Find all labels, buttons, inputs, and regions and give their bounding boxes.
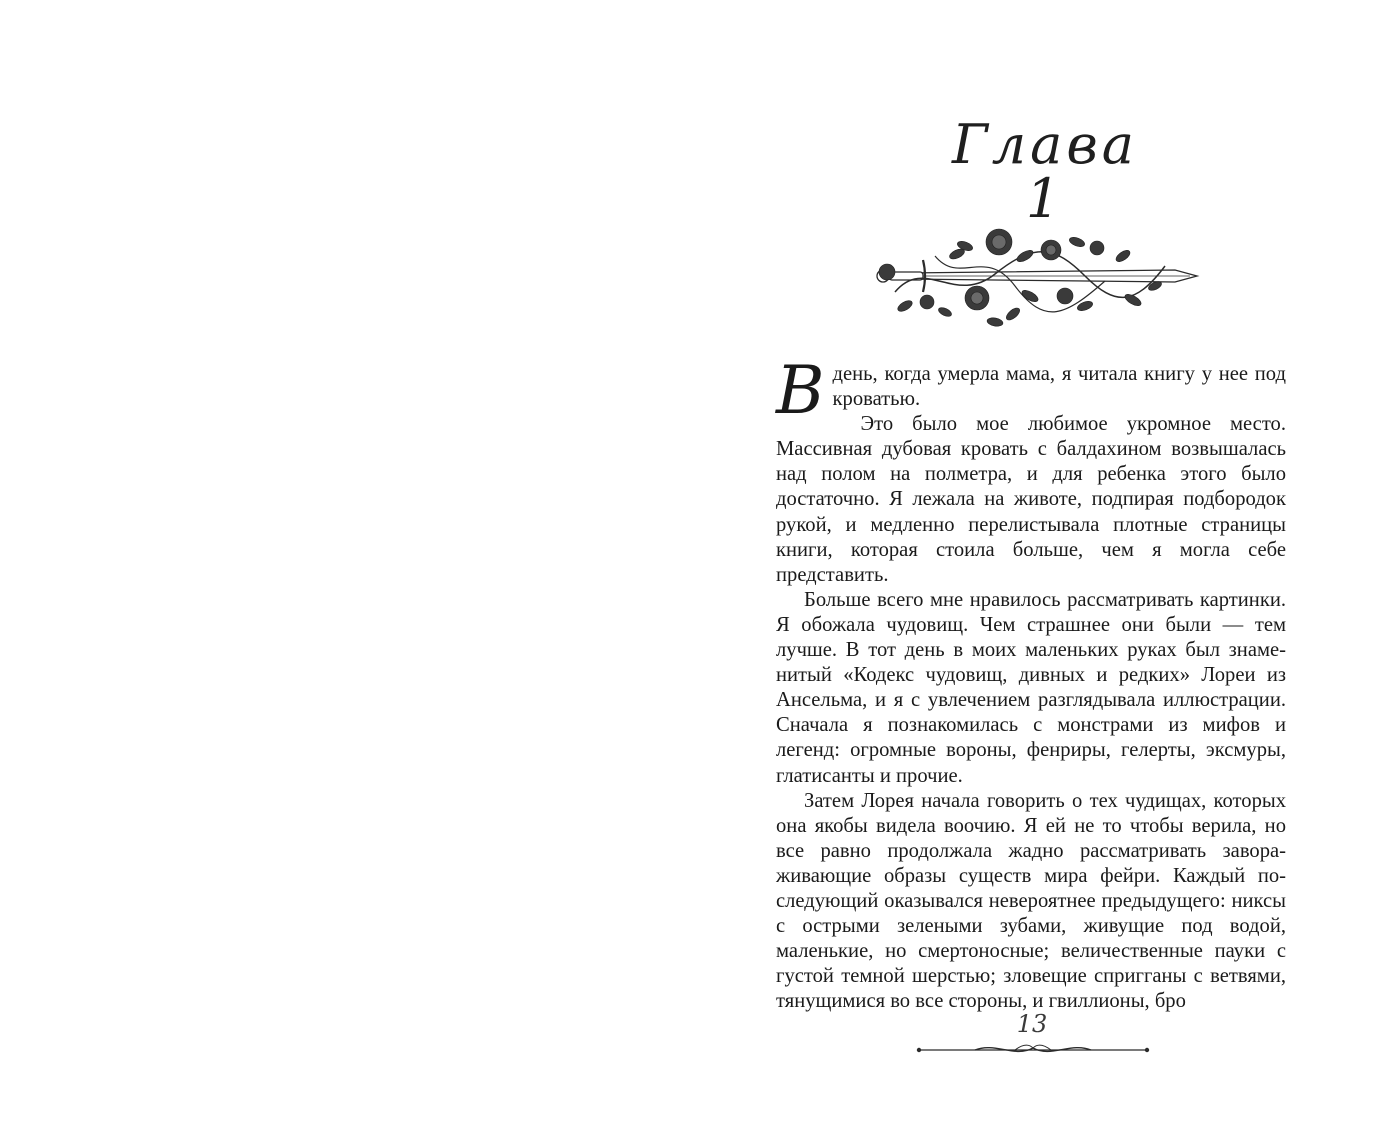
chapter-body [776, 352, 1286, 1014]
paragraph-2: Это было мое любимое укромное место. Массивная дубовая кровать с балдахином возвышалась над полом на полметра, и для ребенка этого было достаточно. Я лежала на животе, подпирая подбородок рукой, и медленно перелистывала плотные страницы книги, которая стоила больше, чем я могла себе представить. [776, 413, 1286, 586]
right-page [697, 0, 1394, 1125]
paragraph-3: Больше всего мне нравилось рассматривать картинки. Я обожала чудовищ. Чем страшнее они были — тем лучше. В тот день в моих маленьких руках был знаменитый «Кодекс чудовищ, дивных и редких» Лореи из Ансельма, и я с увлечением разглядывала иллюстрации. Сначала я познакомилась с монстрами из мифов и легенд: огромные вороны, фенриры, гелерты, эксмуры, глатисанты и прочие. [776, 588, 1286, 787]
flourish-divider-icon [915, 1038, 1151, 1058]
paragraph-1 [776, 352, 1286, 429]
drop-cap: В [776, 352, 825, 429]
page-number: 13 [1016, 1010, 1048, 1038]
paragraph-4: Затем Лорея начала говорить о тех чудищах, которых она якобы видела воочию. Я ей не то чтобы верила, но все равно продолжала жадно рассматривать завораживающие образы существ мира фейри. Каждый последующий оказывался невероятнее предыдущего: никсы с острыми зелеными зубами, живущие под водой, маленькие, но смертоносные; величественные пауки с густой темной шерстью; зловещие спригганы с ветвями, тянущимися во все стороны, и гвиллионы, бро [776, 789, 1286, 1013]
chapter-title: Глава 1 [952, 113, 1138, 230]
paragraph-1-text: день, когда умерла мама, я читала книгу у нее под кроватью. [832, 363, 1286, 411]
sword-with-roses-vignette-icon [865, 226, 1205, 336]
